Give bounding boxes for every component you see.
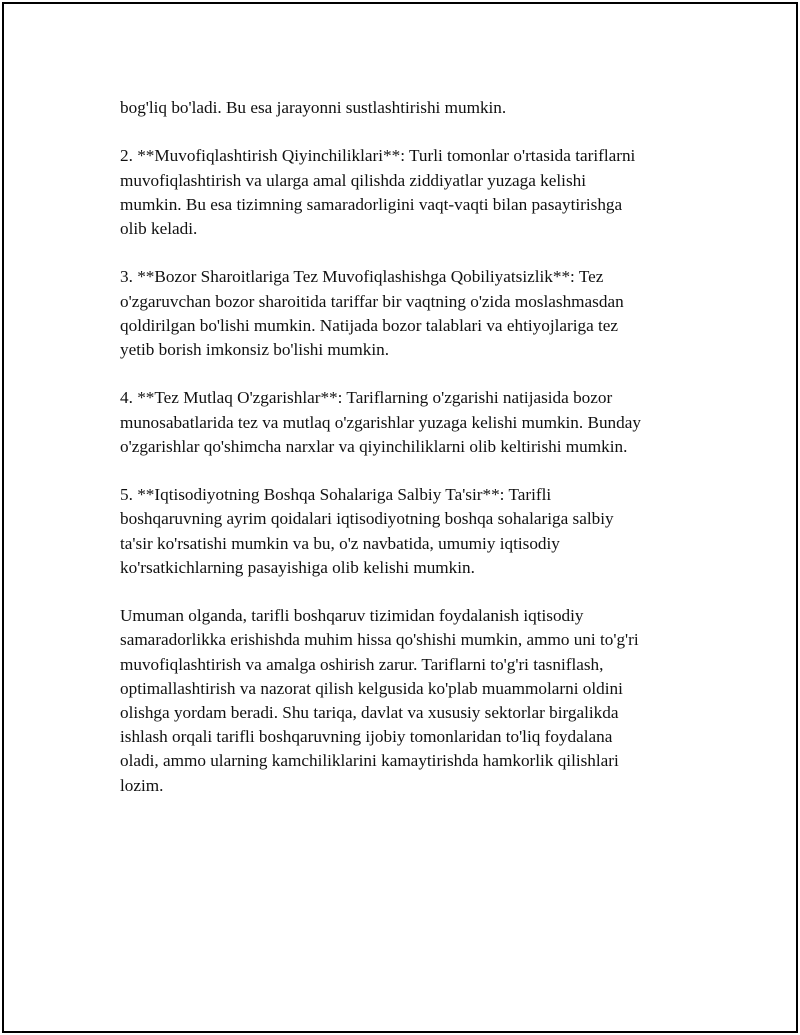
- document-page: [2, 2, 798, 1033]
- paragraph-item-2: 2. **Muvofiqlashtirish Qiyinchiliklari**: Turli tomonlar o'rtasida tariflarni muvofiqlashtirish va ularga amal qilishda ziddiyatlar yuzaga kelishi mumkin. Bu esa tizimning samaradorligini vaqt-vaqti bilan pasaytirishga olib keladi.: [120, 146, 636, 238]
- paragraph-item-3: 3. **Bozor Sharoitlariga Tez Muvofiqlashishga Qobiliyatsizlik**: Tez o'zgaruvchan bozor sharoitida tariffar bir vaqtning o'zida moslashmasdan qoldirilgan bo'lishi mumkin. Natijada bozor talablari va ehtiyojlariga tez yetib borish imkonsiz bo'lishi mumkin.: [120, 267, 624, 359]
- document-body: [120, 96, 690, 822]
- paragraph-conclusion: Umuman olganda, tarifli boshqaruv tizimidan foydalanish iqtisodiy samaradorlikka erishishda muhim hissa qo'shishi mumkin, ammo uni to'g'ri muvofiqlashtirish va amalga oshirish zarur. Tariflarni to'g'ri tasniflash, optimallashtirish va nazorat qilish kelgusida ko'plab muammolarni oldini olishga yordam beradi. Shu tariqa, davlat va xususiy sektorlar birgalikda ishlash orqali tarifli boshqaruvning ijobiy tomonlaridan to'liq foydalana oladi, ammo ularning kamchiliklarini kamaytirishda hamkorlik qilishlari lozim.: [120, 606, 639, 795]
- paragraph-item-4: 4. **Tez Mutlaq O'zgarishlar**: Tariflarning o'zgarishi natijasida bozor munosabatlarida tez va mutlaq o'zgarishlar yuzaga kelishi mumkin. Bunday o'zgarishlar qo'shimcha narxlar va qiyinchiliklarni olib keltirishi mumkin.: [120, 388, 641, 456]
- paragraph-continuation: bog'liq bo'ladi. Bu esa jarayonni sustlashtirishi mumkin.: [120, 98, 507, 117]
- paragraph-item-5: 5. **Iqtisodiyotning Boshqa Sohalariga Salbiy Ta'sir**: Tarifli boshqaruvning ayrim qoidalari iqtisodiyotning boshqa sohalariga salbiy ta'sir ko'rsatishi mumkin va bu, o'z navbatida, umumiy iqtisodiy ko'rsatkichlarning pasayishiga olib kelishi mumkin.: [120, 485, 614, 577]
